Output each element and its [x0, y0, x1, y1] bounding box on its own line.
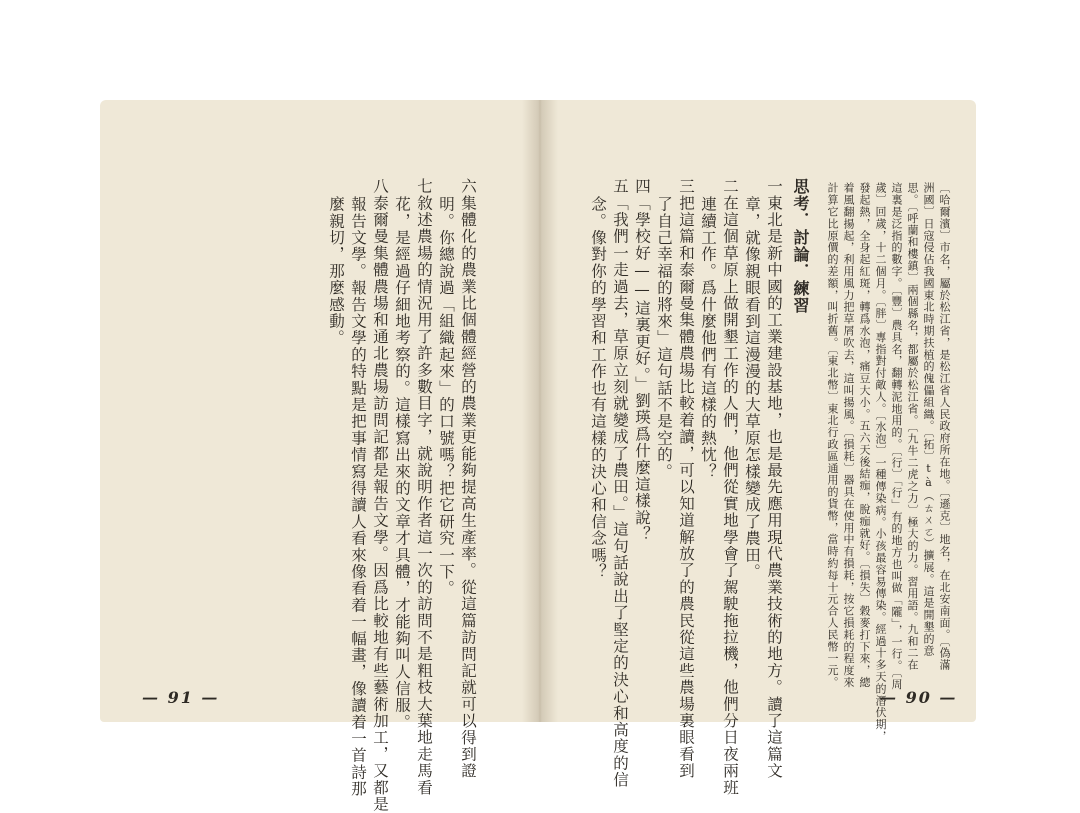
question-3b — [656, 196, 672, 676]
item-text-tail: 從這篇訪問記就可以得到證 — [459, 578, 477, 780]
question-3 — [677, 178, 695, 780]
question-text: 連續工作。爲什麼他們有這樣的熱忱？ — [699, 196, 717, 480]
page-number-90: — 90 — — [880, 688, 958, 707]
item-marker: 六 — [459, 178, 477, 195]
question-text: 了自己幸福的將來」這句話不是空的。 — [655, 196, 673, 480]
note-col-8: 計算它比原價的差額，叫折舊。〔東北幣〕東北行政區通用的貨幣，當時約每十元合人民幣一元。 — [826, 182, 839, 689]
exercise-heading: 思考．討論．練習 — [791, 178, 810, 314]
item-text: 泰爾曼集體農場和通北農場訪問記都是報告文學。因爲比較地有些藝術加工，又都是 — [371, 194, 389, 813]
question-4 — [634, 178, 650, 658]
question-number: 五 — [611, 178, 629, 195]
item-marker: 八 — [371, 178, 389, 195]
item-marker: 七 — [415, 178, 433, 195]
note-col-6: 發起熱，全身起紅斑，轉爲水泡，痛豆大小。五六天後結痂，脫痂就好。〔損失〕穀麥打下來，總 — [858, 182, 871, 689]
item-text: 敘述農場的情況用了許多數目字，就說明作者這一次的訪問不是粗枝大葉地走馬看 — [415, 194, 433, 796]
book-gutter — [522, 100, 558, 722]
note-col-4: 這裏是泛指的數字。〔豐〕農具名，翻轉泥地用的。〔行〕「行」有的地方也叫做「隴」，一行。〔周 — [890, 182, 903, 690]
question-text: 把這篇和泰爾曼集體農場比較着讀，可以知道解放了的農民從這些農場裏眼看到 — [677, 194, 695, 780]
question-text: 念。像對你的學習和工作也有這樣的決心和信念嗎？ — [589, 196, 607, 581]
question-text: 「學校好——這裏更好。」劉瑛爲什麼這樣說？ — [633, 194, 651, 543]
left-col-7 — [415, 178, 433, 796]
question-5 — [611, 178, 629, 789]
question-5b — [590, 196, 606, 676]
left-col-8 — [371, 178, 389, 813]
question-number: 四 — [633, 178, 651, 195]
question-text: 章，就像親眼看到這漫漫的大草原怎樣變成了農田。 — [743, 196, 761, 581]
note-col-3: 思。〔呼蘭和樓鎮〕兩個縣名，都屬於松江省。〔九牛二虎之力〕極大的力。習用語。九和二在 — [906, 182, 919, 671]
item-text: 麼親切，那麼感動。 — [327, 196, 345, 347]
note-col-7: 着風翻揚起，利用風力把草屑吹去，這叫揚風。〔損耗〕器具在使用中有損耗，按它損耗的程度來 — [842, 182, 855, 689]
left-col-6 — [459, 178, 477, 780]
question-text: 「我們一走過去，草原立刻就變成了農田。」這句話說出了堅定的決心和高度的信 — [611, 194, 629, 789]
question-2 — [721, 178, 739, 796]
question-2b — [700, 196, 716, 676]
question-text: 在這個草原上做開墾工作的人們，他們從實地學會了駕駛拖拉機，他們分日夜兩班 — [721, 194, 739, 796]
page-number-91: — 91 — — [142, 688, 220, 707]
left-col-7b — [393, 196, 411, 731]
note-col-1: 〔哈爾濱〕市名，屬於松江省，是松江省人民政府所在地。〔遜克〕地名，在北安南面。〔偽滿 — [938, 182, 951, 671]
item-text: 明。你總說過「組織起來」的口號嗎？把它研究一下。 — [437, 196, 455, 597]
item-text: 集體化的農業比個體經營的農業更能夠提高生產率。 — [459, 194, 477, 579]
item-text: 報告文學。報告文學的特點是把事情寫得讀人看來像看着一幅畫，像讀着一首詩那 — [349, 196, 367, 798]
note-col-5: 歲〕回歲，十二個月。〔胖〕專指對付敵人。〔水泡〕一種傳染病。小孩最容易傳染。經過十多天的潛伏期， — [874, 182, 887, 743]
left-col-6b — [438, 196, 454, 676]
question-1b — [744, 196, 760, 676]
question-number: 二 — [721, 178, 739, 195]
question-text: 東北是新中國的工業建設基地，也是最先應用現代農業技術的地方。讀了這篇文 — [765, 194, 783, 780]
question-number: 一 — [765, 178, 783, 195]
note-col-2: 洲國〕日寇侵佔我國東北時期扶植的傀儡組織。〔拓〕tà（ㄊㄨㄛ）擴展。這是開墾的意 — [922, 182, 935, 657]
left-col-8b — [349, 196, 367, 798]
left-col-8c — [328, 196, 344, 676]
question-1 — [765, 178, 783, 780]
item-text: 花，是經過仔細地考察的。這樣寫出來的文章才具體，才能夠叫人信服。 — [393, 196, 411, 731]
question-number: 三 — [677, 178, 695, 195]
